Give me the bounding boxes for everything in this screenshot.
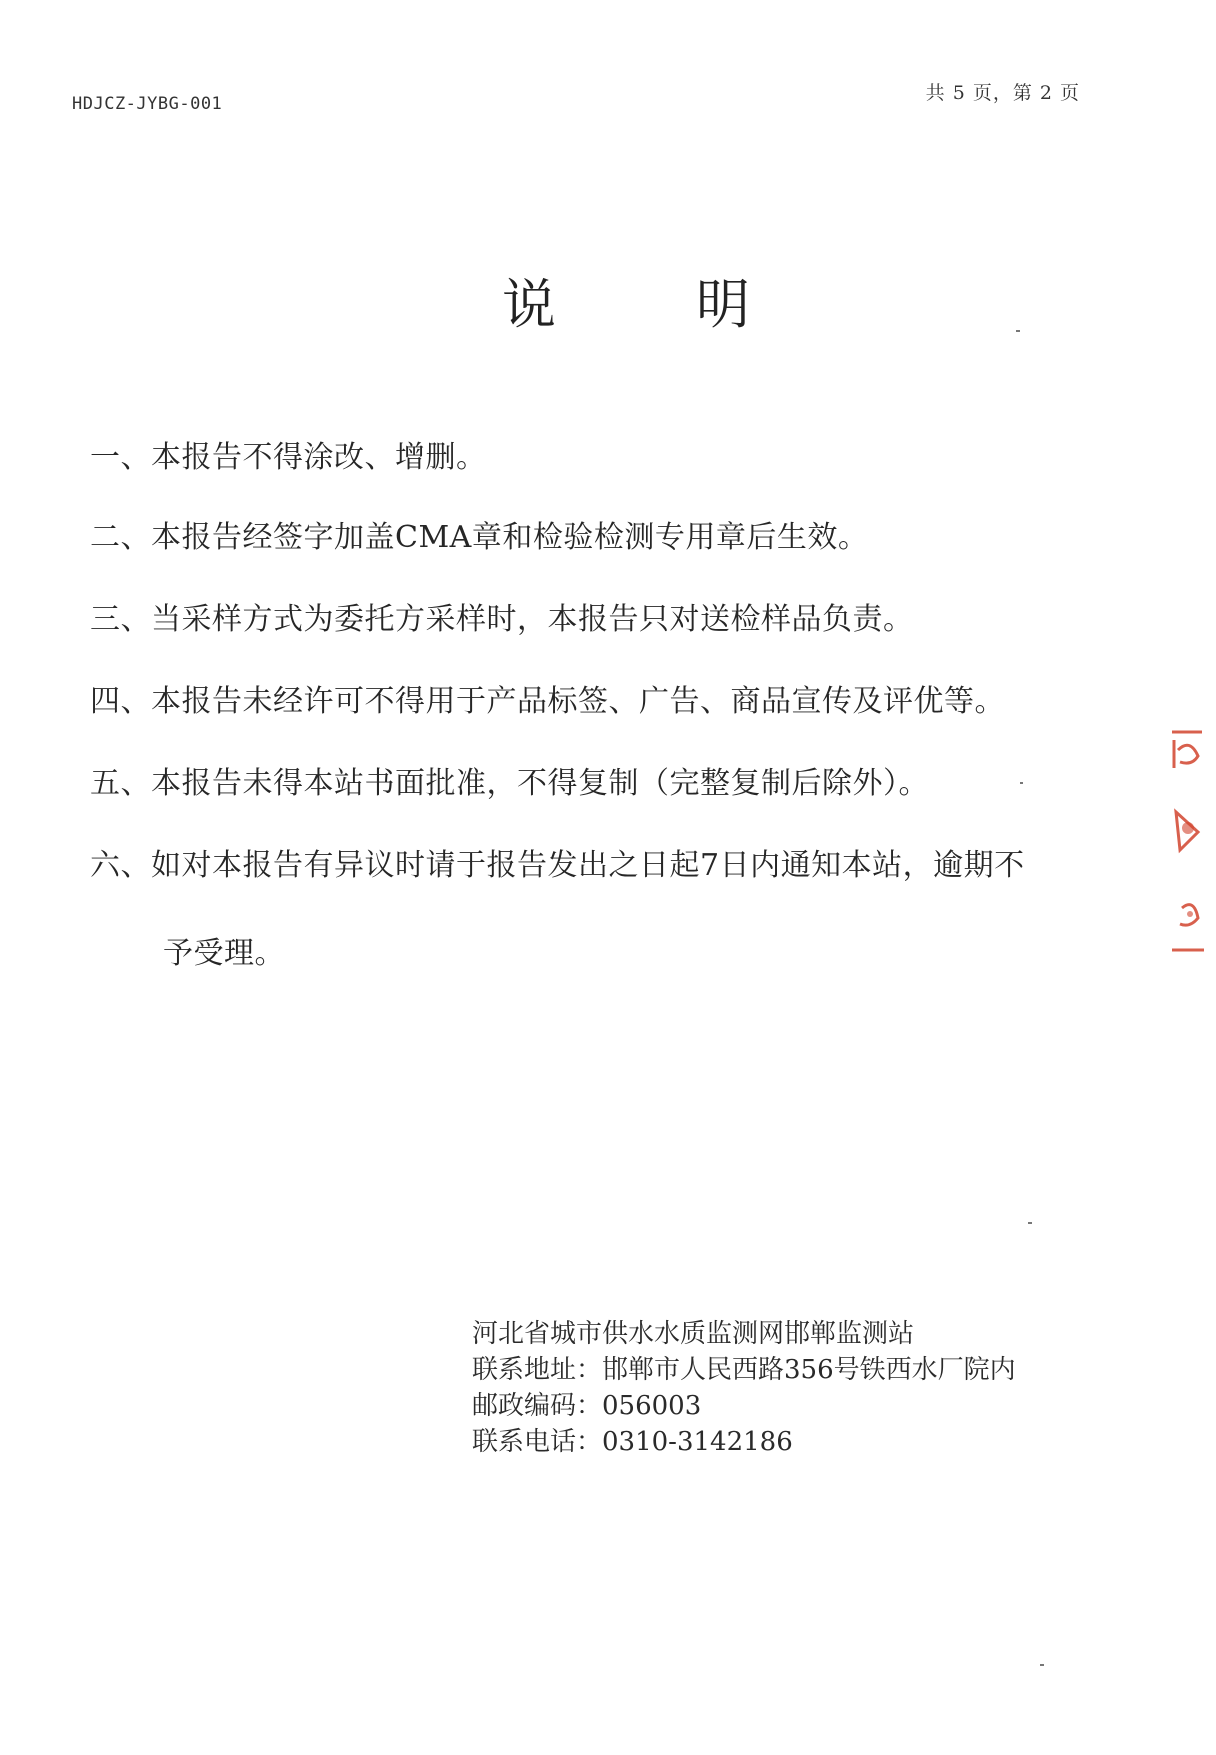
note-item-3: 三、当采样方式为委托方采样时，本报告只对送检样品负责。	[90, 602, 914, 637]
title-char-1: 说	[502, 273, 556, 336]
note-item-1: 一、本报告不得涂改、增删。	[90, 440, 487, 475]
note-item-5: 五、本报告未得本站书面批准，不得复制（完整复制后除外）。	[90, 766, 929, 801]
note-item-2: 二、本报告经签字加盖CMA章和检验检测专用章后生效。	[90, 520, 869, 555]
scan-speck	[1016, 330, 1020, 332]
scan-speck	[1040, 1664, 1044, 1666]
title-char-2: 明	[696, 273, 750, 336]
page-count: 共 5 页，第 2 页	[925, 82, 1080, 104]
document-code: HDJCZ-JYBG-001	[72, 94, 223, 114]
note-item-6-continuation: 予受理。	[163, 936, 285, 971]
note-item-6: 六、如对本报告有异议时请于报告发出之日起7日内通知本站，逾期不	[90, 848, 1025, 883]
contact-phone: 联系电话：0310-3142186	[472, 1427, 793, 1457]
organization-name: 河北省城市供水水质监测网邯郸监测站	[472, 1319, 915, 1349]
note-item-4: 四、本报告未经许可不得用于产品标签、广告、商品宣传及评优等。	[90, 684, 1005, 719]
seal-stamp-fragment	[1168, 728, 1208, 952]
scan-speck	[1020, 782, 1023, 784]
postal-code: 邮政编码：056003	[472, 1391, 702, 1421]
contact-block	[472, 1316, 1016, 1460]
contact-address: 联系地址：邯郸市人民西路356号铁西水厂院内	[472, 1355, 1016, 1385]
page-title	[0, 262, 1216, 339]
scan-speck	[1028, 1222, 1032, 1224]
